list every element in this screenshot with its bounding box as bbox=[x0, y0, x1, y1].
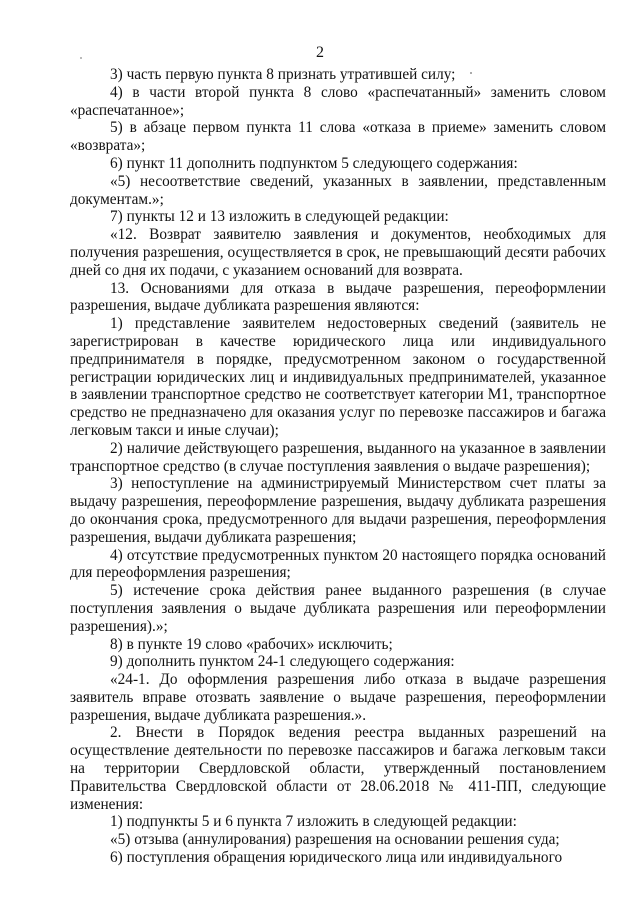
paragraph: 4) отсутствие предусмотренных пунктом 20 настоящего порядка оснований для переоформления разрешения; bbox=[70, 546, 606, 582]
paragraph: 1) подпункты 5 и 6 пункта 7 изложить в следующей редакции: bbox=[110, 813, 517, 831]
paragraph: 7) пункты 12 и 13 изложить в следующей редакции: bbox=[110, 208, 449, 226]
paragraph: 9) дополнить пунктом 24-1 следующего содержания: bbox=[110, 653, 455, 671]
paragraph: 1) представление заявителем недостоверных сведений (заявитель не зарегистрирован в качестве юридического лица или индивидуального предпринимателя в порядке, предусмотренном законом о государственной регистрации юридических лиц и индивидуальных предпринимателей, указанное в заявлении транспортное средство не соответствует категории М1, транспортное средство не предназначено для оказания услуг по перевозке пассажиров и багажа легковым такси и иные случаи); bbox=[70, 315, 606, 439]
paragraph: 6) поступления обращения юридического лица или индивидуального bbox=[110, 849, 563, 867]
paragraph: 6) пункт 11 дополнить подпунктом 5 следующего содержания: bbox=[110, 154, 518, 172]
paragraph: 8) в пункте 19 слово «рабочих» исключить; bbox=[110, 635, 393, 653]
paragraph: «5) несоответствие сведений, указанных в заявлении, представленным документам.»; bbox=[70, 172, 606, 208]
paragraph: 2) наличие действующего разрешения, выданного на указанное в заявлении транспортное средство (в случае поступления заявления о выдаче разрешения); bbox=[70, 439, 606, 475]
page-number: 2 bbox=[316, 44, 324, 61]
document-body bbox=[70, 66, 606, 867]
paragraph: 5) истечение срока действия ранее выданного разрешения (в случае поступления заявления о выдаче дубликата разрешения или переоформлении разрешения).»; bbox=[70, 582, 606, 635]
paragraph: «24-1. До оформления разрешения либо отказа в выдаче разрешения заявитель вправе отозвать заявление о выдаче разрешения, переоформлении разрешения, выдаче дубликата разрешения.». bbox=[70, 671, 606, 724]
paragraph: 13. Основаниями для отказа в выдаче разрешения, переоформлении разрешения, выдаче дубликата разрешения являются: bbox=[70, 279, 606, 315]
paragraph: 3) часть первую пункта 8 признать утратившей силу; bbox=[110, 66, 456, 83]
paragraph: 5) в абзаце первом пункта 11 слова «отказа в приеме» заменить словом «возврата»; bbox=[70, 119, 606, 155]
paragraph: 3) непоступление на администрируемый Министерством счет платы за выдачу разрешения, переоформление разрешения, выдачу дубликата разрешения до окончания срока, предусмотренного для выдачи разрешения, переоформления разрешения, выдачи дубликата разрешения; bbox=[70, 475, 606, 546]
paragraph: «5) отзыва (аннулирования) разрешения на основании решения суда; bbox=[110, 831, 560, 849]
paragraph: 4) в части второй пункта 8 слово «распечатанный» заменить словом «распечатанное»; bbox=[70, 83, 606, 119]
paragraph: «12. Возврат заявителю заявления и документов, необходимых для получения разрешения, осуществляется в срок, не превышающий десяти рабочих дней со дня их подачи, с указанием оснований для возврата. bbox=[70, 226, 606, 279]
paragraph: 2. Внести в Порядок ведения реестра выданных разрешений на осуществление деятельности по перевозке пассажиров и багажа легковым такси на территории Свердловской области, утвержденный постановлением Правительства Свердловской области от 28.06.2018 № 411-ПП, следующие изменения: bbox=[70, 724, 606, 813]
